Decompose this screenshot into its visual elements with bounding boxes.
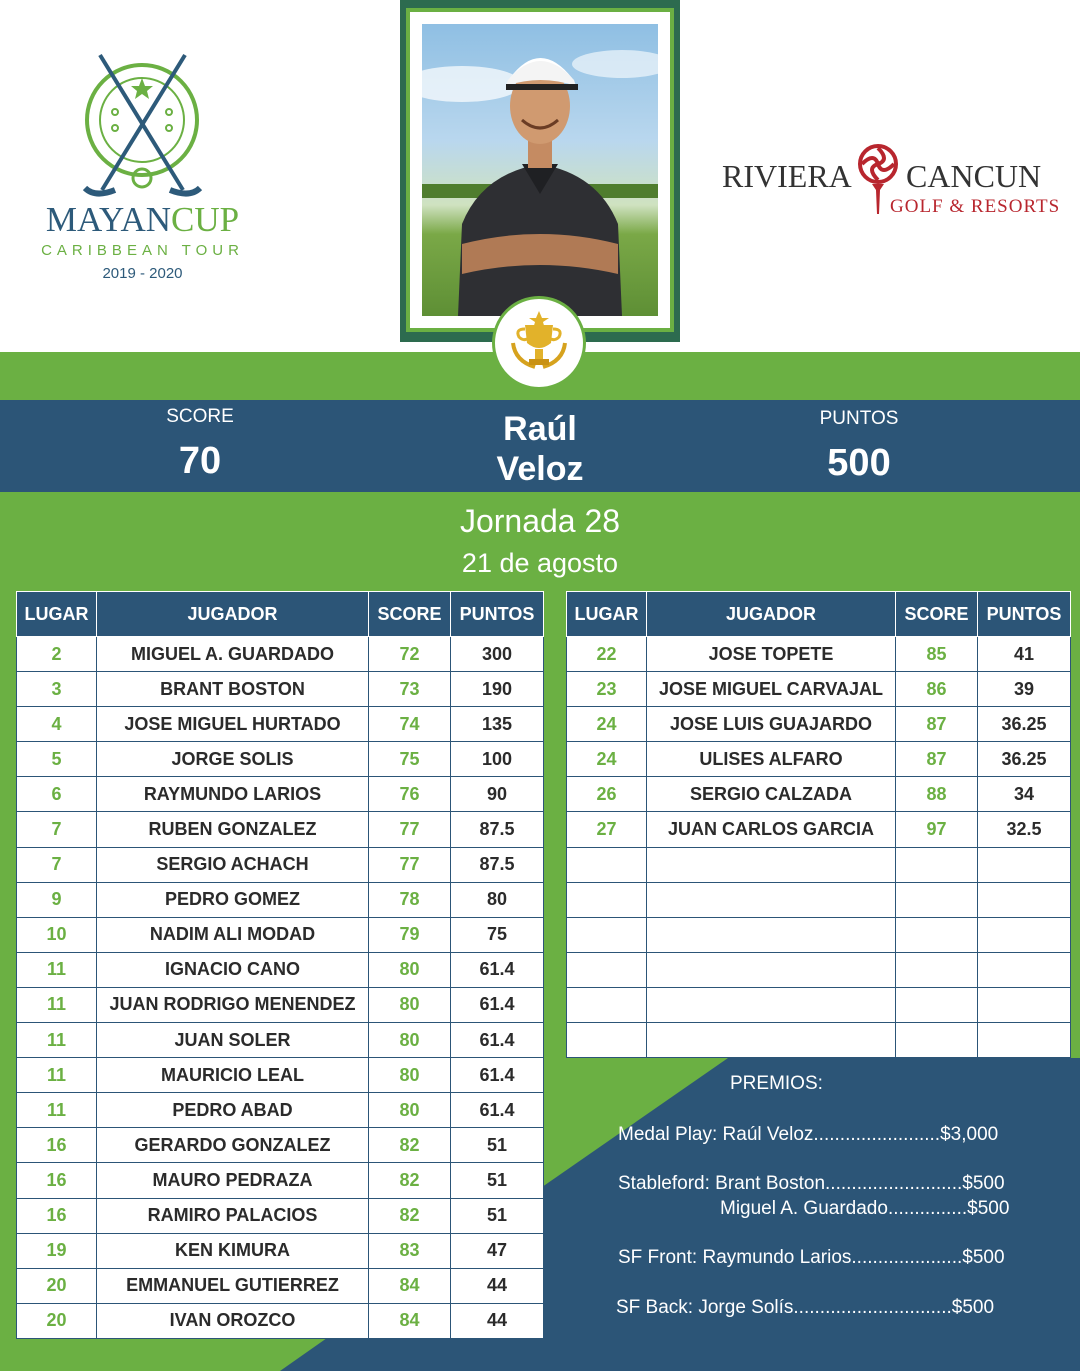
cell-puntos: 47	[451, 1233, 544, 1268]
cell-lugar: 9	[17, 882, 97, 917]
cell-lugar: 2	[17, 637, 97, 672]
cell-score: 87	[896, 742, 978, 777]
cell-lugar: 20	[17, 1268, 97, 1303]
cell-puntos: 90	[451, 777, 544, 812]
cell-puntos: 135	[451, 707, 544, 742]
cell-lugar: 11	[17, 1058, 97, 1093]
cell-jugador: IVAN OROZCO	[97, 1303, 369, 1338]
cell-puntos: 39	[978, 672, 1071, 707]
cell-score: 72	[369, 637, 451, 672]
table-row	[567, 952, 1071, 987]
cell-jugador: KEN KIMURA	[97, 1233, 369, 1268]
cell-score: 80	[369, 1058, 451, 1093]
prize-sf-back: SF Back: Jorge Solís..............................$500	[616, 1297, 995, 1318]
jornada-title: Jornada 28	[459, 503, 621, 539]
table-row	[17, 952, 544, 987]
cell-jugador: JUAN RODRIGO MENENDEZ	[97, 987, 369, 1022]
cell-jugador: JORGE SOLIS	[97, 742, 369, 777]
winner-puntos-label: PUNTOS	[819, 408, 899, 429]
cell-puntos: 61.4	[451, 952, 544, 987]
cell-score: 84	[369, 1268, 451, 1303]
cell-puntos	[978, 987, 1071, 1022]
table-row	[17, 1023, 544, 1058]
table-row	[17, 917, 544, 952]
cell-lugar: 11	[17, 987, 97, 1022]
header-jugador: JUGADOR	[97, 592, 369, 637]
cell-score: 86	[896, 672, 978, 707]
cell-lugar: 24	[567, 707, 647, 742]
cell-jugador: JOSE LUIS GUAJARDO	[647, 707, 896, 742]
cell-lugar: 7	[17, 812, 97, 847]
cell-lugar	[567, 882, 647, 917]
cell-puntos	[978, 917, 1071, 952]
table-header-row	[567, 592, 1071, 637]
cell-puntos: 61.4	[451, 1058, 544, 1093]
cell-score: 78	[369, 882, 451, 917]
cell-score	[896, 882, 978, 917]
cell-score	[896, 952, 978, 987]
cell-score: 76	[369, 777, 451, 812]
table-row	[567, 777, 1071, 812]
header-puntos: PUNTOS	[451, 592, 544, 637]
cell-lugar: 10	[17, 917, 97, 952]
cell-lugar: 4	[17, 707, 97, 742]
cell-score: 84	[369, 1303, 451, 1338]
cell-lugar	[567, 917, 647, 952]
cell-lugar	[567, 987, 647, 1022]
cell-puntos: 51	[451, 1128, 544, 1163]
cell-lugar: 19	[17, 1233, 97, 1268]
winner-first-name: Raúl	[503, 410, 577, 448]
cell-puntos: 61.4	[451, 1093, 544, 1128]
cell-score: 77	[369, 847, 451, 882]
header-jugador: JUGADOR	[647, 592, 896, 637]
table-row	[567, 637, 1071, 672]
cell-puntos: 44	[451, 1303, 544, 1338]
cell-jugador: JOSE MIGUEL HURTADO	[97, 707, 369, 742]
cell-jugador: MAURICIO LEAL	[97, 1058, 369, 1093]
cell-jugador	[647, 952, 896, 987]
prize-sf-front: SF Front: Raymundo Larios.....................$500	[618, 1247, 1005, 1268]
trophy-icon	[505, 309, 573, 377]
cell-puntos: 190	[451, 672, 544, 707]
cell-lugar: 7	[17, 847, 97, 882]
season-label: 2019 - 2020	[102, 265, 183, 282]
cell-lugar	[567, 847, 647, 882]
cell-lugar	[567, 952, 647, 987]
winner-band	[0, 400, 1080, 492]
cell-lugar: 16	[17, 1128, 97, 1163]
trophy-badge	[492, 296, 586, 390]
cell-jugador: GERARDO GONZALEZ	[97, 1128, 369, 1163]
cell-jugador: JOSE TOPETE	[647, 637, 896, 672]
cell-jugador	[647, 1023, 896, 1058]
table-row	[567, 812, 1071, 847]
cell-lugar: 22	[567, 637, 647, 672]
cell-jugador	[647, 917, 896, 952]
cell-score: 87	[896, 707, 978, 742]
cell-puntos: 44	[451, 1268, 544, 1303]
cell-score: 80	[369, 1093, 451, 1128]
table-row	[17, 882, 544, 917]
cell-lugar: 3	[17, 672, 97, 707]
cell-score: 80	[369, 1023, 451, 1058]
cell-score: 80	[369, 987, 451, 1022]
table-row	[17, 707, 544, 742]
cell-puntos: 51	[451, 1198, 544, 1233]
cell-puntos: 61.4	[451, 1023, 544, 1058]
table-row	[567, 707, 1071, 742]
prize-stableford-1: Stableford: Brant Boston..........................$500	[618, 1173, 1005, 1194]
cell-jugador: JUAN SOLER	[97, 1023, 369, 1058]
cell-jugador: BRANT BOSTON	[97, 672, 369, 707]
cell-score	[896, 1023, 978, 1058]
cell-score: 79	[369, 917, 451, 952]
table-row	[17, 1233, 544, 1268]
table-row	[17, 1163, 544, 1198]
cell-puntos	[978, 952, 1071, 987]
cell-score: 77	[369, 812, 451, 847]
cell-puntos: 75	[451, 917, 544, 952]
table-row	[17, 1058, 544, 1093]
caribbean-tour-label: CARIBBEAN TOUR	[41, 242, 244, 259]
left-standings-table	[16, 591, 544, 1339]
header-score: SCORE	[896, 592, 978, 637]
cell-score: 82	[369, 1128, 451, 1163]
cell-lugar	[567, 1023, 647, 1058]
winner-score-label: SCORE	[166, 406, 234, 427]
cell-score: 73	[369, 672, 451, 707]
cell-jugador: SERGIO CALZADA	[647, 777, 896, 812]
cell-lugar: 5	[17, 742, 97, 777]
cell-puntos: 36.25	[978, 742, 1071, 777]
table-row	[567, 672, 1071, 707]
table-row	[17, 1128, 544, 1163]
cell-jugador: PEDRO GOMEZ	[97, 882, 369, 917]
cell-puntos: 300	[451, 637, 544, 672]
cell-puntos: 36.25	[978, 707, 1071, 742]
cell-lugar: 16	[17, 1163, 97, 1198]
cell-jugador: EMMANUEL GUTIERREZ	[97, 1268, 369, 1303]
header-lugar: LUGAR	[17, 592, 97, 637]
table-row	[17, 987, 544, 1022]
table-row	[567, 742, 1071, 777]
table-row	[567, 847, 1071, 882]
table-row	[17, 742, 544, 777]
header-puntos: PUNTOS	[978, 592, 1071, 637]
header-score: SCORE	[369, 592, 451, 637]
cell-jugador: MIGUEL A. GUARDADO	[97, 637, 369, 672]
table-row	[17, 672, 544, 707]
cell-puntos	[978, 847, 1071, 882]
cell-jugador	[647, 882, 896, 917]
table-row	[17, 1198, 544, 1233]
cell-jugador: JUAN CARLOS GARCIA	[647, 812, 896, 847]
table-row	[17, 847, 544, 882]
cell-lugar: 23	[567, 672, 647, 707]
cell-lugar: 11	[17, 952, 97, 987]
cell-score: 82	[369, 1163, 451, 1198]
event-date: 21 de agosto	[461, 548, 619, 578]
cell-score	[896, 917, 978, 952]
table-row	[17, 812, 544, 847]
cell-jugador	[647, 847, 896, 882]
table-header-row	[17, 592, 544, 637]
cell-jugador	[647, 987, 896, 1022]
cell-puntos: 32.5	[978, 812, 1071, 847]
cell-jugador: RAYMUNDO LARIOS	[97, 777, 369, 812]
cell-lugar: 16	[17, 1198, 97, 1233]
cell-score: 75	[369, 742, 451, 777]
cell-score: 88	[896, 777, 978, 812]
cell-jugador: RAMIRO PALACIOS	[97, 1198, 369, 1233]
table-row	[567, 882, 1071, 917]
cell-puntos: 100	[451, 742, 544, 777]
cell-puntos	[978, 1023, 1071, 1058]
cell-score: 74	[369, 707, 451, 742]
cell-score: 97	[896, 812, 978, 847]
header-lugar: LUGAR	[567, 592, 647, 637]
cell-lugar: 20	[17, 1303, 97, 1338]
cell-puntos	[978, 882, 1071, 917]
cell-score: 83	[369, 1233, 451, 1268]
cell-jugador: IGNACIO CANO	[97, 952, 369, 987]
riviera-cancun-logo: RIVIERA CANCUN GOLF & RESORTS	[722, 140, 1062, 230]
cell-lugar: 26	[567, 777, 647, 812]
cell-jugador: SERGIO ACHACH	[97, 847, 369, 882]
cell-lugar: 6	[17, 777, 97, 812]
table-row	[567, 987, 1071, 1022]
cell-puntos: 34	[978, 777, 1071, 812]
cell-jugador: MAURO PEDRAZA	[97, 1163, 369, 1198]
table-row	[17, 777, 544, 812]
cell-score: 82	[369, 1198, 451, 1233]
table-row	[17, 1268, 544, 1303]
prize-medal-play: Medal Play: Raúl Veloz........................$3,000	[618, 1124, 999, 1145]
cell-score: 80	[369, 952, 451, 987]
cell-jugador: RUBEN GONZALEZ	[97, 812, 369, 847]
cell-puntos: 51	[451, 1163, 544, 1198]
table-row	[17, 1093, 544, 1128]
cell-lugar: 11	[17, 1093, 97, 1128]
cell-jugador: JOSE MIGUEL CARVAJAL	[647, 672, 896, 707]
winner-score-value: 70	[178, 440, 222, 482]
mayan-cup-wordmark: MAYANCUP	[45, 200, 240, 239]
winner-last-name: Veloz	[496, 450, 584, 488]
prize-stableford-2: Miguel A. Guardado...............$500	[720, 1198, 1010, 1219]
table-row	[567, 917, 1071, 952]
cell-puntos: 87.5	[451, 847, 544, 882]
table-row	[17, 637, 544, 672]
cell-jugador: PEDRO ABAD	[97, 1093, 369, 1128]
cell-puntos: 61.4	[451, 987, 544, 1022]
right-standings-table	[566, 591, 1071, 1058]
cell-score	[896, 847, 978, 882]
cell-lugar: 11	[17, 1023, 97, 1058]
cell-score	[896, 987, 978, 1022]
cell-lugar: 27	[567, 812, 647, 847]
premios-title: PREMIOS:	[730, 1073, 823, 1094]
winner-puntos-value: 500	[827, 442, 891, 484]
cell-puntos: 80	[451, 882, 544, 917]
cell-jugador: NADIM ALI MODAD	[97, 917, 369, 952]
table-row	[567, 1023, 1071, 1058]
cell-score: 85	[896, 637, 978, 672]
table-row	[17, 1303, 544, 1338]
cell-jugador: ULISES ALFARO	[647, 742, 896, 777]
cell-lugar: 24	[567, 742, 647, 777]
cell-puntos: 87.5	[451, 812, 544, 847]
cell-puntos: 41	[978, 637, 1071, 672]
